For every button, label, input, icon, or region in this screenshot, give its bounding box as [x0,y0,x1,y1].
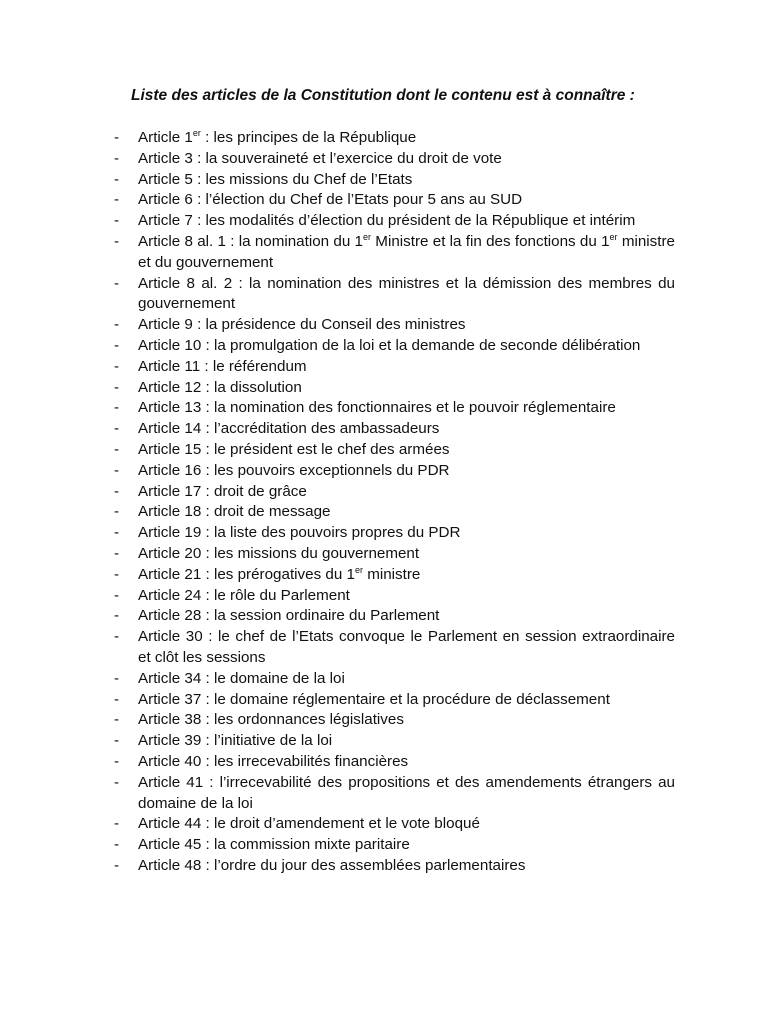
bullet-dash: - [114,565,120,583]
bullet-dash: - [114,336,120,354]
item-text: Article 44 : le droit d’amendement et le vote bloqué [138,815,480,833]
item-text: Article 15 : le président est le chef des armées [138,440,450,458]
bullet-dash: - [114,628,120,646]
item-text: Article 21 : les prérogatives du 1 [138,565,355,583]
bullet-dash: - [114,191,120,209]
item-text: Article 37 : le domaine réglementaire et la procédure de déclassement [138,690,610,708]
bullet-dash: - [114,129,120,146]
item-text: ministre [362,565,421,583]
list-item [0,170,675,191]
bullet-dash: - [114,212,120,230]
item-text: Article 18 : droit de message [138,503,331,521]
item-text: Ministre et la fin des fonctions du 1 [371,232,610,250]
bullet-dash: - [114,856,120,874]
item-text: Article 34 : le domaine de la loi [138,669,345,687]
list-item [0,669,675,690]
item-text: Article 19 : la liste des pouvoirs propres du PDR [138,524,461,542]
superscript: er [354,564,363,575]
bullet-dash: - [114,544,120,562]
item-text: Article 8 al. 2 : la nomination des ministres et la démission des membres du gouvernement [138,274,675,313]
bullet-dash: - [114,586,120,604]
bullet-dash: - [114,815,120,833]
item-text: Article 30 : le chef de l’Etats convoque le Parlement en session extraordinaire et clôt les sessions [138,628,675,666]
item-text: Article 45 : la commission mixte paritaire [138,836,410,854]
bullet-dash: - [114,357,120,375]
list-item [0,357,675,378]
list-item [0,502,675,523]
list-item [0,627,675,669]
list-item [0,482,675,503]
bullet-dash: - [114,732,120,750]
item-text: Article 13 : la nomination des fonctionnaires et le pouvoir réglementaire [138,399,616,417]
item-text: Article 48 : l’ordre du jour des assemblées parlementaires [138,856,526,874]
bullet-dash: - [114,461,120,479]
item-text: Article 14 : l’accréditation des ambassadeurs [138,420,440,438]
list-item [0,814,675,835]
bullet-dash: - [114,524,120,542]
bullet-dash: - [114,274,120,292]
item-text: Article 6 : l’élection du Chef de l’Etats pour 5 ans au SUD [138,191,523,209]
list-item [0,773,675,815]
item-text: Article 17 : droit de grâce [138,482,307,500]
item-text: Article 12 : la dissolution [138,378,302,396]
bullet-dash: - [114,149,120,167]
bullet-dash: - [114,316,120,334]
list-item [0,856,675,877]
bullet-dash: - [114,752,120,770]
superscript: er [363,231,372,242]
list-item [0,378,675,399]
item-text: Article 41 : l’irrecevabilité des propositions et des amendements étrangers au domaine de la loi [138,773,675,812]
bullet-dash: - [114,503,120,521]
item-text: : les principes de la République [200,129,417,146]
list-item [0,586,675,607]
bullet-dash: - [114,836,120,854]
list-item [0,315,675,336]
list-item [0,149,675,170]
list-item [0,440,675,461]
list-item [0,690,675,711]
item-text: Article 8 al. 1 : la nomination du 1 [138,232,364,250]
item-text: Article 40 : les irrecevabilités financières [138,752,409,770]
bullet-dash: - [114,690,120,708]
item-text: Article 7 : les modalités d’élection du président de la République et intérim [138,212,636,230]
item-text: Article 24 : le rôle du Parlement [138,586,350,604]
list-item [0,752,675,773]
list-item [0,211,675,232]
list-item [0,336,675,357]
list-item [0,419,675,440]
list-item [0,128,675,149]
item-text: Article 1 [138,129,193,146]
item-text: Article 39 : l’initiative de la loi [138,732,333,750]
list-item [0,835,675,856]
list-item [0,274,675,316]
document-title: Liste des articles de la Constitution dont le contenu est à connaître : [131,87,635,104]
bullet-dash: - [114,607,120,625]
item-text: Article 10 : la promulgation de la loi et la demande de seconde délibération [138,336,641,354]
list-item [0,398,675,419]
list-item [0,523,675,544]
article-list [0,128,768,877]
item-text: Article 16 : les pouvoirs exceptionnels du PDR [138,461,450,479]
item-text: Article 11 : le référendum [138,357,307,375]
item-text: ministre et du gouvernement [138,232,676,271]
bullet-dash: - [114,711,120,729]
list-item [0,461,675,482]
list-item [0,232,675,274]
item-text: Article 28 : la session ordinaire du Parlement [138,607,440,625]
superscript: er [609,231,618,242]
list-item [0,565,675,586]
bullet-dash: - [114,420,120,438]
bullet-dash: - [114,170,120,188]
bullet-dash: - [114,482,120,500]
bullet-dash: - [114,378,120,396]
list-item [0,710,675,731]
list-item [0,190,675,211]
item-text: Article 20 : les missions du gouvernement [138,544,420,562]
list-item [0,544,675,565]
superscript: er [192,128,201,138]
list-item [0,731,675,752]
item-text: Article 5 : les missions du Chef de l’Etats [138,170,413,188]
list-item [0,606,675,627]
item-text: Article 3 : la souveraineté et l’exercice du droit de vote [138,149,502,167]
item-text: Article 9 : la présidence du Conseil des ministres [138,316,466,334]
bullet-dash: - [114,669,120,687]
bullet-dash: - [114,773,120,791]
bullet-dash: - [114,232,120,250]
bullet-dash: - [114,399,120,417]
item-text: Article 38 : les ordonnances législatives [138,711,404,729]
bullet-dash: - [114,440,120,458]
